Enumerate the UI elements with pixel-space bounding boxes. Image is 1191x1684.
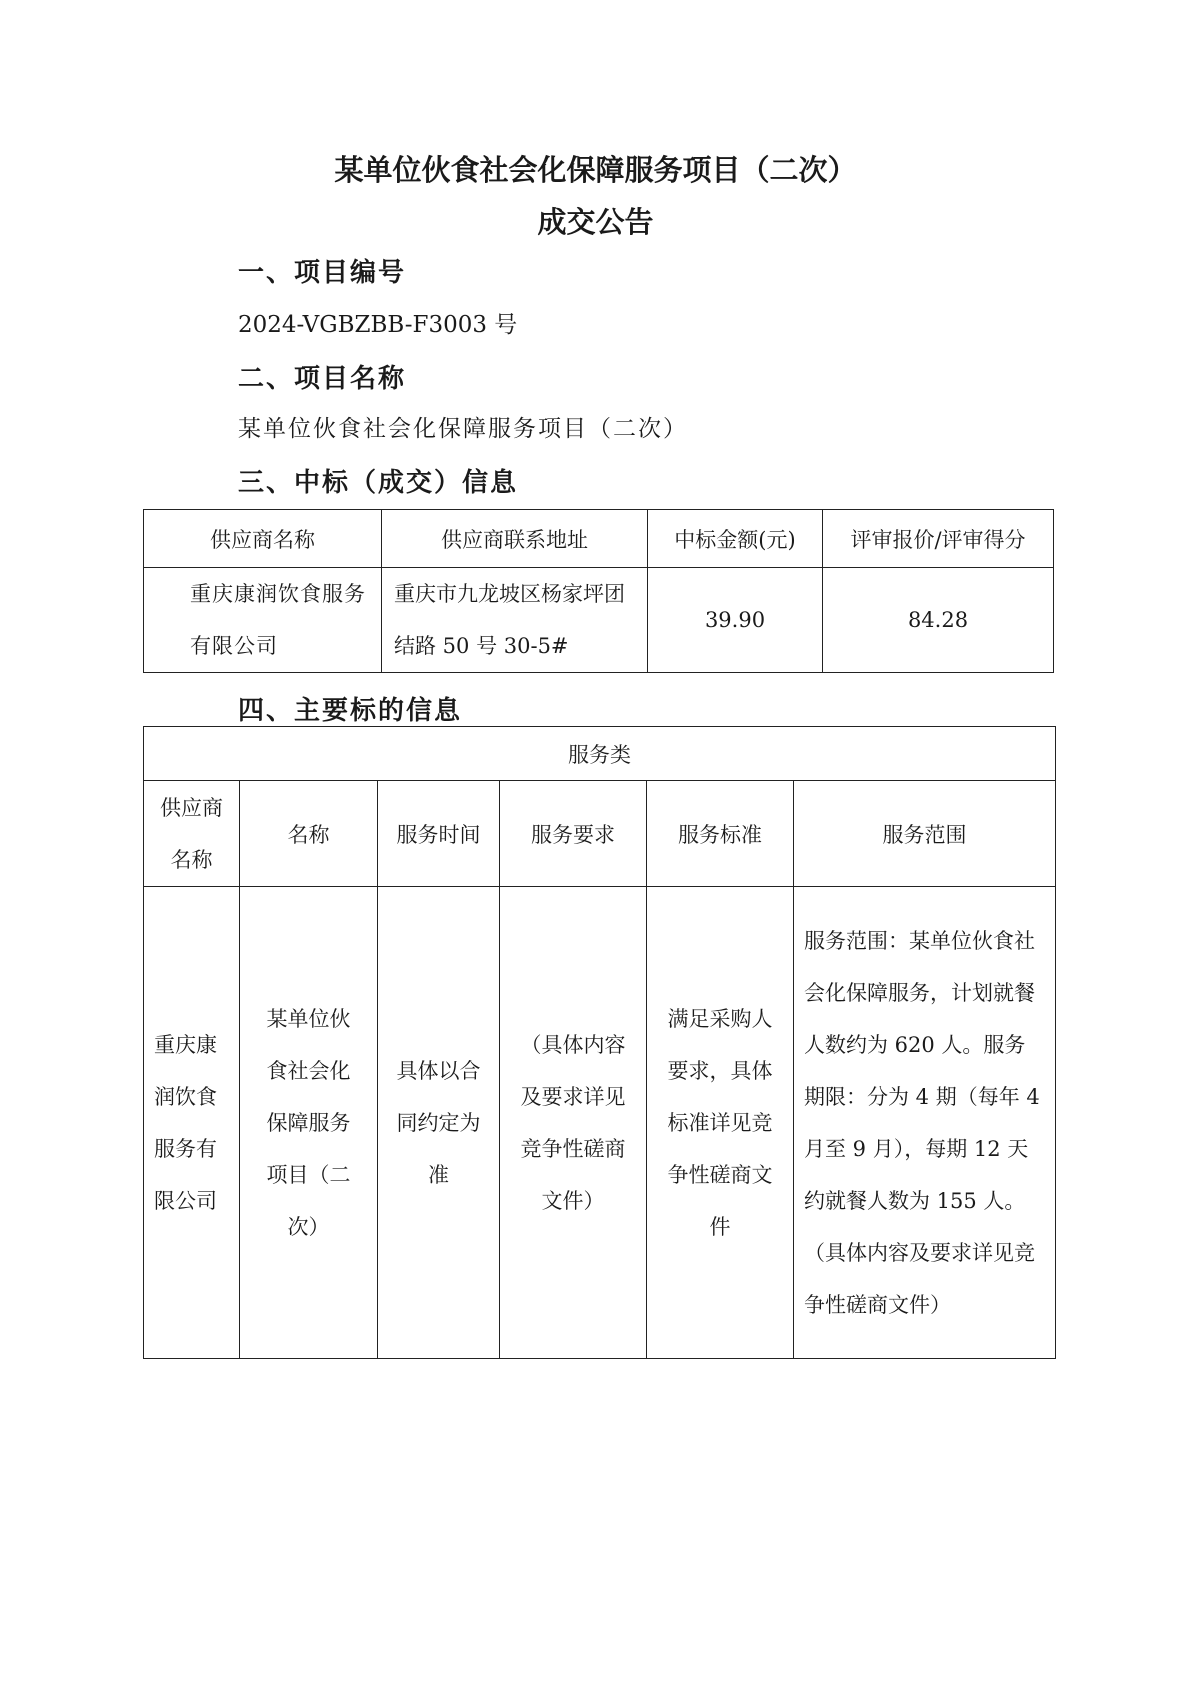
subject-header-row bbox=[144, 781, 1056, 887]
subject-category-row bbox=[144, 727, 1056, 781]
subject-requirement-cell bbox=[500, 887, 647, 1359]
subject-time-cell bbox=[378, 887, 500, 1359]
subject-standard-cell bbox=[647, 887, 794, 1359]
section-4-heading: 四、主要标的信息 bbox=[238, 696, 463, 726]
award-score: 84.28 bbox=[823, 568, 1054, 673]
project-number: 2024-VGBZBB-F3003 号 bbox=[238, 312, 518, 338]
section-1-heading: 一、项目编号 bbox=[238, 258, 407, 288]
subject-category: 服务类 bbox=[144, 727, 1056, 781]
header-service-time: 服务时间 bbox=[378, 781, 500, 887]
project-name: 某单位伙食社会化保障服务项目（二次） bbox=[238, 416, 688, 442]
header-service-requirement: 服务要求 bbox=[500, 781, 647, 887]
header-review-score: 评审报价/评审得分 bbox=[823, 510, 1054, 568]
subject-data-row bbox=[144, 887, 1056, 1359]
header-service-scope: 服务范围 bbox=[794, 781, 1056, 887]
header-service-standard: 服务标准 bbox=[647, 781, 794, 887]
section-3-heading: 三、中标（成交）信息 bbox=[238, 468, 519, 498]
header-name: 名称 bbox=[240, 781, 378, 887]
award-table-row bbox=[144, 568, 1054, 673]
document-title: 某单位伙食社会化保障服务项目（二次） bbox=[334, 153, 857, 187]
subject-name: 某单位伙食社会化保障服务项目（二次） bbox=[266, 1006, 351, 1239]
section-2-heading: 二、项目名称 bbox=[238, 364, 407, 394]
award-supplier-name: 重庆康润饮食服务有限公司 bbox=[190, 582, 366, 658]
award-address: 重庆市九龙坡区杨家坪团结路 50 号 30-5# bbox=[394, 582, 625, 658]
award-table-header-row bbox=[144, 510, 1054, 568]
header-supplier: 供应商名称 bbox=[144, 781, 240, 887]
subject-supplier-cell bbox=[144, 887, 240, 1359]
subject-supplier: 重庆康润饮食服务有限公司 bbox=[154, 1032, 217, 1213]
subject-service-standard: 满足采购人要求，具体标准详见竞争性磋商文件 bbox=[667, 1006, 773, 1239]
award-amount: 39.90 bbox=[648, 568, 823, 673]
header-award-amount: 中标金额(元) bbox=[648, 510, 823, 568]
header-supplier-address: 供应商联系地址 bbox=[382, 510, 648, 568]
award-supplier-name-cell bbox=[144, 568, 382, 673]
subject-service-requirement: （具体内容及要求详见竞争性磋商文件） bbox=[520, 1032, 626, 1213]
subject-scope-cell bbox=[794, 887, 1056, 1359]
award-table bbox=[143, 509, 1054, 673]
subject-table bbox=[143, 726, 1056, 1359]
award-address-cell bbox=[382, 568, 648, 673]
document-subtitle: 成交公告 bbox=[537, 205, 654, 239]
header-supplier-name: 供应商名称 bbox=[144, 510, 382, 568]
subject-name-cell bbox=[240, 887, 378, 1359]
subject-service-scope: 服务范围：某单位伙食社会化保障服务，计划就餐人数约为 620 人。服务期限：分为 4 期（每年 4 月至 9 月），每期 12 天约就餐人数为 155 人。（具体内容及要求详见竞争性磋商文件） bbox=[804, 928, 1040, 1317]
subject-service-time: 具体以合同约定为准 bbox=[396, 1058, 481, 1187]
